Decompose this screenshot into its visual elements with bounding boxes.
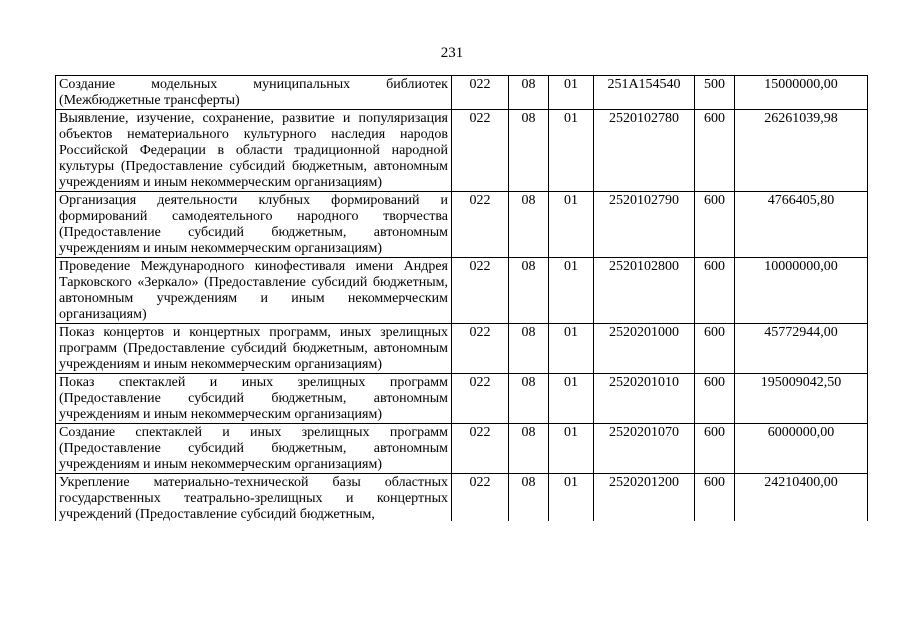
row-name: Показ концертов и концертных программ, иных зрелищных программ (Предоставление субсидий бюджетным, автономным учреждениям и иным некоммерческим организациям) [56,324,452,374]
row-expense-type: 600 [695,258,735,324]
row-expense-type: 600 [695,424,735,474]
row-expense-type: 600 [695,374,735,424]
row-ministry-code: 022 [452,110,509,192]
row-name: Создание модельных муниципальных библиотек (Межбюджетные трансферты) [56,76,452,110]
row-ministry-code: 022 [452,374,509,424]
row-section-code: 08 [509,324,549,374]
page-number: 231 [440,45,464,61]
row-subsection-code [549,474,594,522]
row-target-article: 2520102790 [594,192,695,258]
table-row [56,258,868,324]
row-amount: 195009042,50 [735,374,868,424]
row-target-article-text: 2520201200 [609,475,679,490]
table-row [56,192,868,258]
row-amount: 6000000,00 [735,424,868,474]
row-amount: 26261039,98 [735,110,868,192]
row-target-article: 2520201000 [594,324,695,374]
row-section-code: 08 [509,374,549,424]
row-name: Выявление, изучение, сохранение, развитие и популяризация объектов нематериального культурного наследия народов Российской Федерации в области традиционной народной культуры (Предоставление субсидий бюджетным, автономным учреждениям и иным некоммерческим организациям) [56,110,452,192]
row-section-code: 08 [509,110,549,192]
row-ministry-code [452,474,509,522]
row-subsection-code: 01 [549,374,594,424]
row-name-text: Укрепление материально-технической базы областных государственных театрально-зрелищных и концертных учреждений (Предоставление субсидий бюджетным, [59,475,448,521]
row-subsection-code: 01 [549,424,594,474]
row-ministry-code: 022 [452,424,509,474]
row-expense-type [695,474,735,522]
row-section-code: 08 [509,192,549,258]
row-name: Проведение Международного кинофестиваля имени Андрея Тарковского «Зеркало» (Предоставление субсидий бюджетным, автономным учреждениям и иным некоммерческим организациям) [56,258,452,324]
row-ministry-code: 022 [452,324,509,374]
row-target-article: 2520102800 [594,258,695,324]
row-subsection-code: 01 [549,192,594,258]
row-section-code: 08 [509,424,549,474]
row-ministry-code: 022 [452,76,509,110]
row-section-code [509,474,549,522]
row-expense-type: 500 [695,76,735,110]
row-amount: 15000000,00 [735,76,868,110]
row-section-code: 08 [509,76,549,110]
row-subsection-code-text: 01 [564,475,578,490]
row-expense-type: 600 [695,324,735,374]
table-row [56,374,868,424]
row-ministry-code-text: 022 [469,475,491,490]
row-name [56,474,452,522]
row-section-code-text: 08 [521,475,536,490]
budget-table [55,75,868,521]
row-subsection-code: 01 [549,258,594,324]
row-subsection-code: 01 [549,324,594,374]
row-expense-type: 600 [695,110,735,192]
table-row [56,324,868,374]
row-target-article: 2520102780 [594,110,695,192]
row-ministry-code: 022 [452,258,509,324]
row-target-article: 251A154540 [594,76,695,110]
row-target-article [594,474,695,522]
row-target-article: 2520201070 [594,424,695,474]
row-name: Создание спектаклей и иных зрелищных программ (Предоставление субсидий бюджетным, автономным учреждениям и иным некоммерческим организациям) [56,424,452,474]
table-row [56,474,868,522]
row-amount: 45772944,00 [735,324,868,374]
row-subsection-code: 01 [549,110,594,192]
row-expense-type: 600 [695,192,735,258]
row-ministry-code: 022 [452,192,509,258]
row-amount-text: 24210400,00 [764,475,838,490]
row-section-code: 08 [509,258,549,324]
row-name: Показ спектаклей и иных зрелищных программ (Предоставление субсидий бюджетным, автономным учреждениям и иным некоммерческим организациям) [56,374,452,424]
table-row [56,76,868,110]
row-amount [735,474,868,522]
row-subsection-code: 01 [549,76,594,110]
row-target-article: 2520201010 [594,374,695,424]
row-amount: 10000000,00 [735,258,868,324]
row-name: Организация деятельности клубных формирований и формирований самодеятельного народного творчества (Предоставление субсидий бюджетным, автономным учреждениям и иным некоммерческим организациям) [56,192,452,258]
row-expense-type-text: 600 [704,475,725,490]
table-row [56,110,868,192]
row-amount: 4766405,80 [735,192,868,258]
table-row [56,424,868,474]
